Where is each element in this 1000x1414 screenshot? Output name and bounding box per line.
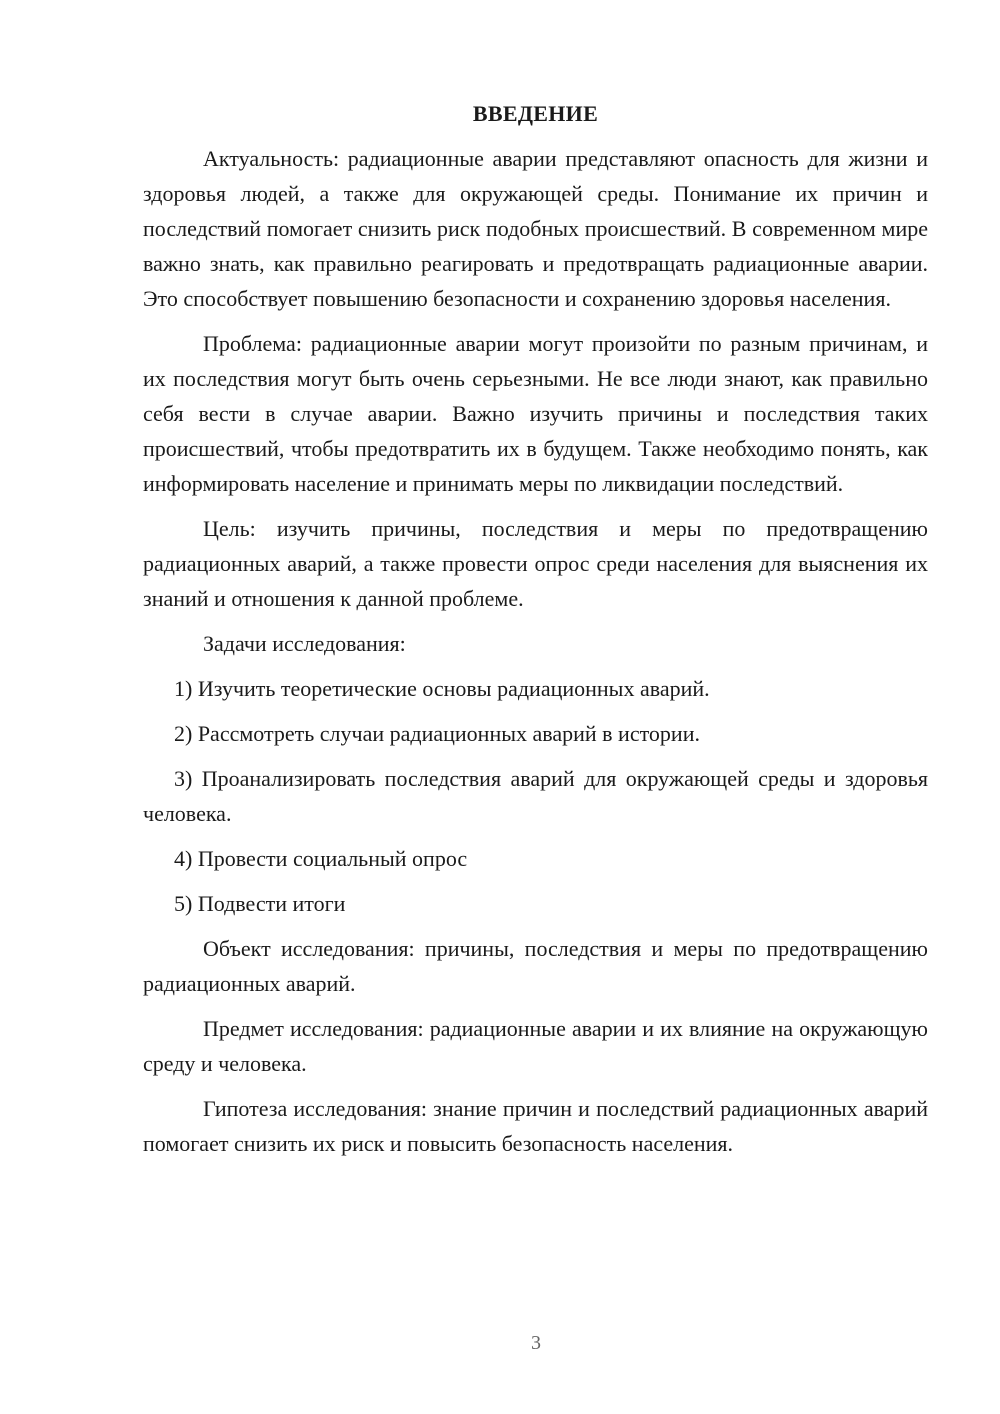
research-subject-paragraph: Предмет исследования: радиационные аварии и их влияние на окружающую среду и человека.: [143, 1016, 928, 1076]
page-number: 3: [531, 1332, 541, 1354]
task-item-2: 2) Рассмотреть случаи радиационных аварий в истории.: [174, 721, 700, 746]
goal-paragraph: Цель: изучить причины, последствия и меры по предотвращению радиационных аварий, а также провести опрос среди населения для выяснения их знаний и отношения к данной проблеме.: [143, 516, 928, 611]
hypothesis-paragraph: Гипотеза исследования: знание причин и последствий радиационных аварий помогает снизить их риск и повысить безопасность населения.: [143, 1096, 928, 1156]
task-item-4: 4) Провести социальный опрос: [174, 846, 468, 871]
page-title: ВВЕДЕНИЕ: [472, 101, 599, 126]
document-body: [143, 96, 928, 1171]
problem-paragraph: Проблема: радиационные аварии могут произойти по разным причинам, и их последствия могут быть очень серьезными. Не все люди знают, как правильно себя вести в случае аварии. Важно изучить причины и последствия таких происшествий, чтобы предотвратить их в будущем. Также необходимо понять, как информировать население и принимать меры по ликвидации последствий.: [143, 331, 928, 496]
relevance-paragraph: Актуальность: радиационные аварии представляют опасность для жизни и здоровья людей, а также для окружающей среды. Понимание их причин и последствий помогает снизить риск подобных происшествий. В современном мире важно знать, как правильно реагировать и предотвращать радиационные аварии. Это способствует повышению безопасности и сохранению здоровья населения.: [143, 146, 928, 311]
research-object-paragraph: Объект исследования: причины, последствия и меры по предотвращению радиационных аварий.: [143, 936, 928, 996]
task-item-3: 3) Проанализировать последствия аварий для окружающей среды и здоровья человека.: [143, 766, 928, 826]
task-item-1: 1) Изучить теоретические основы радиационных аварий.: [174, 676, 710, 701]
task-item-5: 5) Подвести итоги: [174, 891, 346, 916]
tasks-heading: Задачи исследования:: [203, 631, 406, 656]
